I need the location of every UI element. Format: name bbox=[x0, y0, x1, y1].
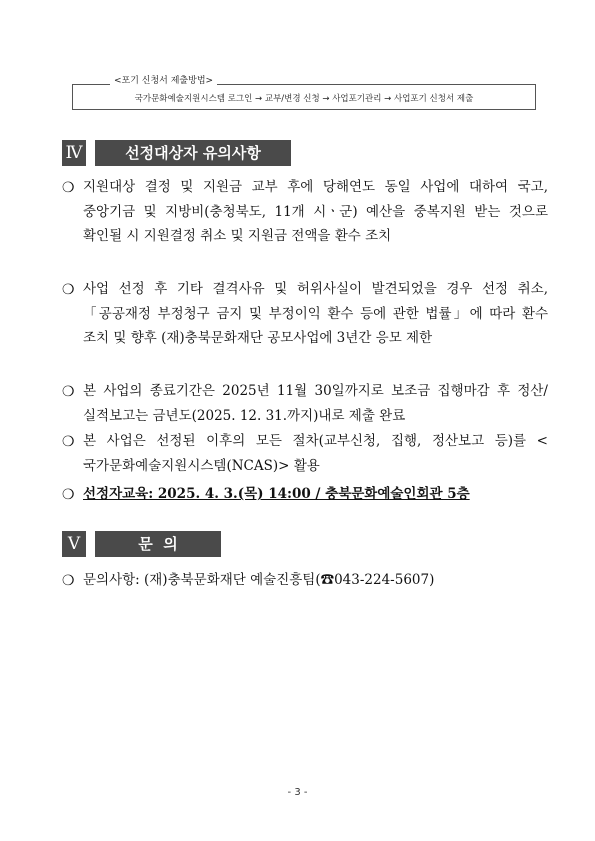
list-item bbox=[62, 175, 548, 249]
item-text: 지원대상 결정 및 지원금 교부 후에 당해연도 동일 사업에 대하여 국고, 중앙기금 및 지방비(충청북도, 11개 시ㆍ군) 예산을 중복지원 받는 것으로 확인될 시 지원결정 취소 및 지원금 전액을 환수 조치 bbox=[83, 179, 548, 244]
section5-title: 문 의 bbox=[95, 531, 221, 557]
page-number: - 3 - bbox=[287, 787, 308, 798]
education-item bbox=[62, 482, 548, 506]
bullet-icon: ❍ bbox=[62, 434, 75, 450]
item-text: 본 사업은 선정된 이후의 모든 절차(교부신청, 집행, 정산보고 등)를 <국가문화예술지원시스템(NCAS)> 활용 bbox=[83, 433, 548, 474]
submission-path-text: 국가문화예술지원시스템 로그인 → 교부/변경 신청 → 사업포기관리 → 사업포기 신청서 제출 bbox=[134, 94, 474, 104]
contact-item bbox=[62, 568, 548, 593]
list-item bbox=[62, 277, 548, 351]
list-item bbox=[62, 379, 548, 428]
section4-title: 선정대상자 유의사항 bbox=[95, 140, 291, 166]
bullet-icon: ❍ bbox=[62, 573, 75, 589]
bullet-icon: ❍ bbox=[62, 282, 75, 298]
item-text: 사업 선정 후 기타 결격사유 및 허위사실이 발견되었을 경우 선정 취소,「공공재정 부정청구 금지 및 부정이익 환수 등에 관한 법률」에 따라 환수 조치 및 향후 (재)충북문화재단 공모사업에 3년간 응모 제한 bbox=[83, 281, 548, 346]
bullet-icon: ❍ bbox=[62, 384, 75, 400]
section4-number: Ⅳ bbox=[62, 140, 86, 166]
item-text: 본 사업의 종료기간은 2025년 11월 30일까지로 보조금 집행마감 후 정산/실적보고는 금년도(2025. 12. 31.까지)내로 제출 완료 bbox=[83, 383, 548, 424]
bullet-icon: ❍ bbox=[62, 180, 75, 196]
education-notice: 선정자교육: 2025. 4. 3.(목) 14:00 / 충북문화예술인회관 5층 bbox=[83, 486, 470, 502]
contact-text: 문의사항: (재)충북문화재단 예술진흥팀(☎043-224-5607) bbox=[83, 572, 435, 588]
section5-number: Ⅴ bbox=[62, 531, 86, 557]
submission-method-title: <포기 신청서 제출방법> bbox=[110, 74, 217, 88]
bullet-icon: ❍ bbox=[62, 487, 75, 503]
list-item bbox=[62, 429, 548, 478]
